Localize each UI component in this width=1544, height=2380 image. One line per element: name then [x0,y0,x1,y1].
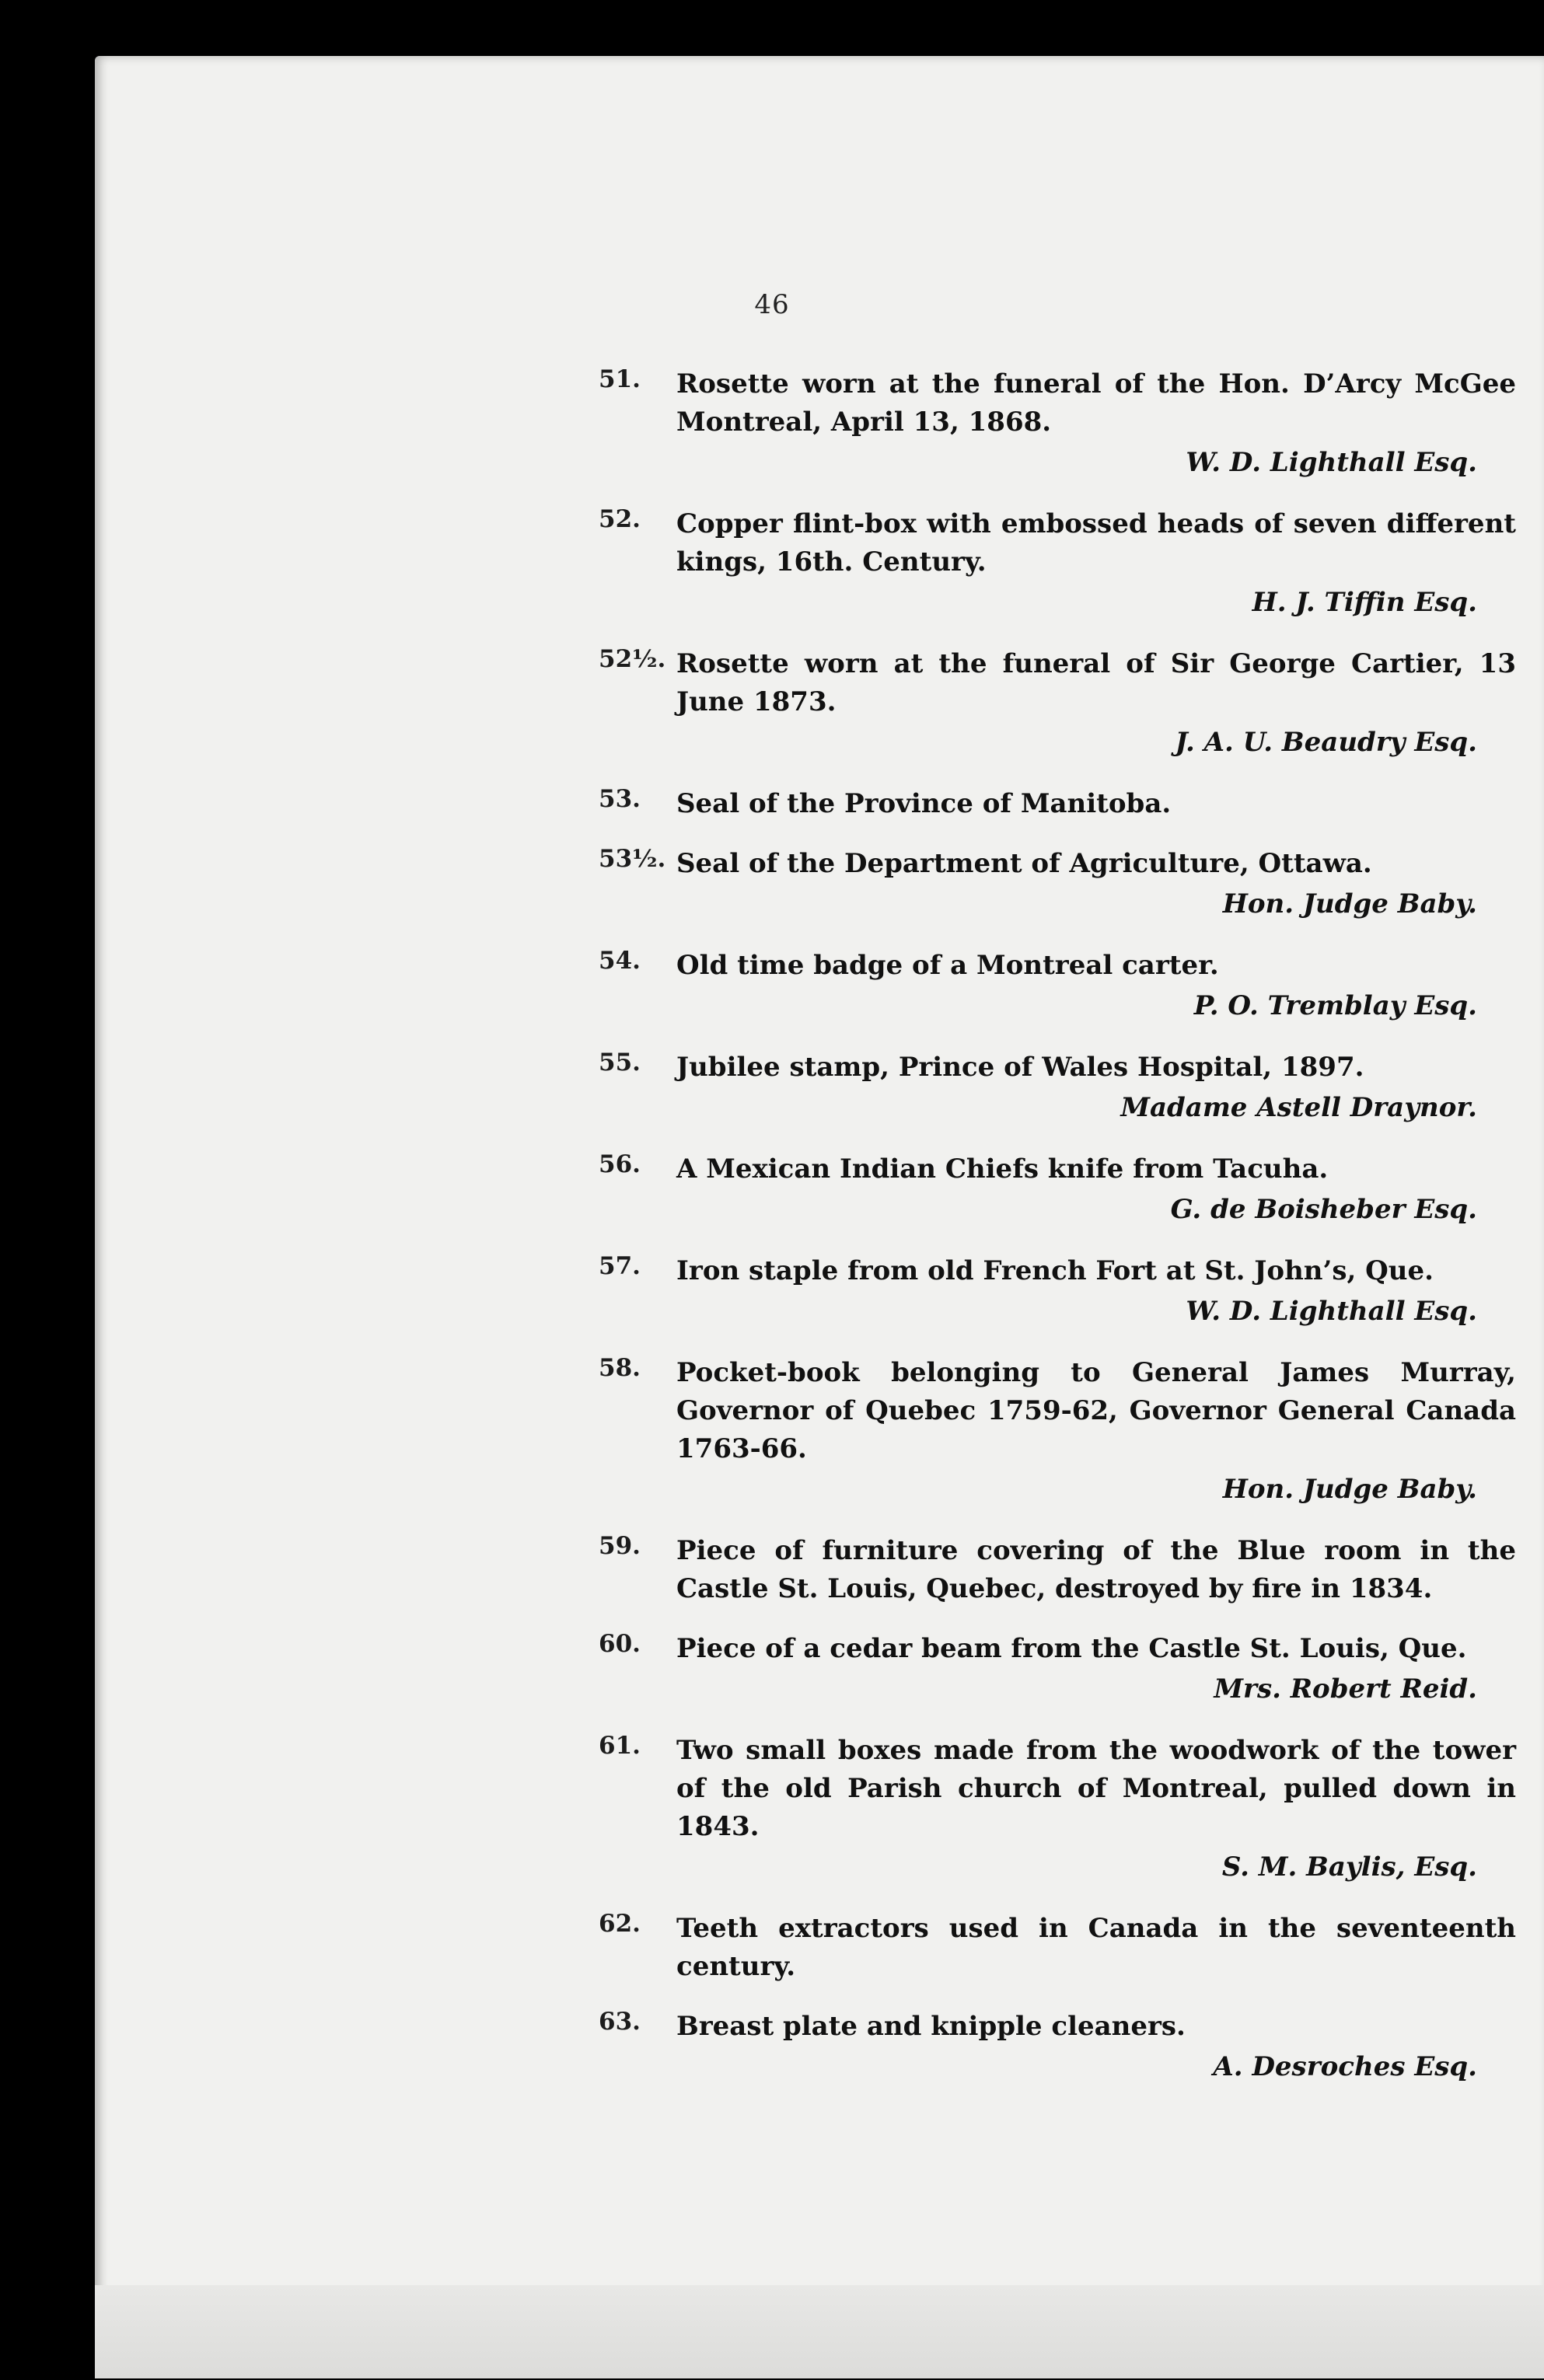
entry-number: 62. [599,1910,641,1938]
list-item [599,947,1516,1027]
entry-description: A Mexican Indian Chiefs knife from Tacuha. [676,1153,1329,1185]
entry-donor: P. O. Tremblay Esq. [1193,990,1477,1021]
list-item [599,645,1516,763]
page-edge [95,2285,1544,2378]
list-item [599,505,1516,623]
entry-description: Iron staple from old French Fort at St. John’s, Que. [676,1255,1434,1286]
list-item [599,1150,1516,1230]
entry-number: 57. [599,1252,641,1280]
entry-donor: S. M. Baylis, Esq. [1221,1851,1477,1883]
entry-number: 61. [599,1732,641,1760]
entry-number: 63. [599,2008,641,2036]
entry-donor: J. A. U. Beaudry Esq. [1175,727,1477,758]
entry-description: Piece of a cedar beam from the Castle St. Louis, Que. [676,1633,1467,1664]
entry-description: Breast plate and knipple cleaners. [676,2011,1186,2042]
list-item [599,1630,1516,1710]
entry-description: Two small boxes made from the woodwork of the tower of the old Parish church of Montreal, pulled down in 1843. [676,1735,1516,1842]
entry-number: 54. [599,947,641,975]
list-item [599,1354,1516,1510]
entry-donor: Mrs. Robert Reid. [1214,1673,1477,1705]
list-item [599,2008,1516,2088]
list-item [599,845,1516,925]
entry-description: Seal of the Department of Agriculture, Ottawa. [676,848,1372,879]
entry-number: 56. [599,1150,641,1178]
entry-number: 58. [599,1354,641,1382]
entry-description: Copper flint-box with embossed heads of seven different kings, 16th. Century. [676,508,1516,578]
entry-donor: H. J. Tiffin Esq. [1252,587,1477,618]
entry-description: Piece of furniture covering of the Blue room in the Castle St. Louis, Quebec, destroyed by fire in 1834. [676,1535,1516,1604]
entry-number: 59. [599,1532,641,1560]
entry-description: Old time badge of a Montreal carter. [676,950,1219,981]
entry-number: 52. [599,505,641,533]
list-item [599,1532,1516,1608]
list-item [599,365,1516,483]
list-item [599,1252,1516,1332]
entry-donor: G. de Boisheber Esq. [1170,1194,1477,1225]
list-item [599,785,1516,823]
list-item [599,1732,1516,1888]
entry-number: 51. [599,365,641,393]
entry-description: Teeth extractors used in Canada in the seventeenth century. [676,1913,1516,1982]
entry-donor: A. Desroches Esq. [1213,2051,1477,2082]
entry-description: Rosette worn at the funeral of Sir George Cartier, 13 June 1873. [676,648,1516,717]
entry-donor: Madame Astell Draynor. [1120,1092,1477,1123]
entry-description: Rosette worn at the funeral of the Hon. D’Arcy McGee Montreal, April 13, 1868. [676,368,1516,438]
entry-donor: W. D. Lighthall Esq. [1186,447,1477,478]
entry-number: 60. [599,1630,641,1658]
entry-number: 52½. [599,645,666,673]
entry-donor: Hon. Judge Baby. [1222,888,1477,920]
entry-description: Pocket-book belonging to General James Murray, Governor of Quebec 1759-62, Governor General Canada 1763-66. [676,1357,1516,1464]
entry-description: Seal of the Province of Manitoba. [676,788,1172,819]
list-item [599,1049,1516,1129]
page-number: 46 [754,289,790,320]
entry-number: 53. [599,785,641,813]
entry-description: Jubilee stamp, Prince of Wales Hospital, 1897. [676,1052,1364,1083]
entry-number: 55. [599,1049,641,1077]
catalogue-entries [599,365,1516,2110]
list-item [599,1910,1516,1986]
entry-donor: W. D. Lighthall Esq. [1186,1296,1477,1327]
entry-donor: Hon. Judge Baby. [1222,1474,1477,1505]
entry-number: 53½. [599,845,666,873]
